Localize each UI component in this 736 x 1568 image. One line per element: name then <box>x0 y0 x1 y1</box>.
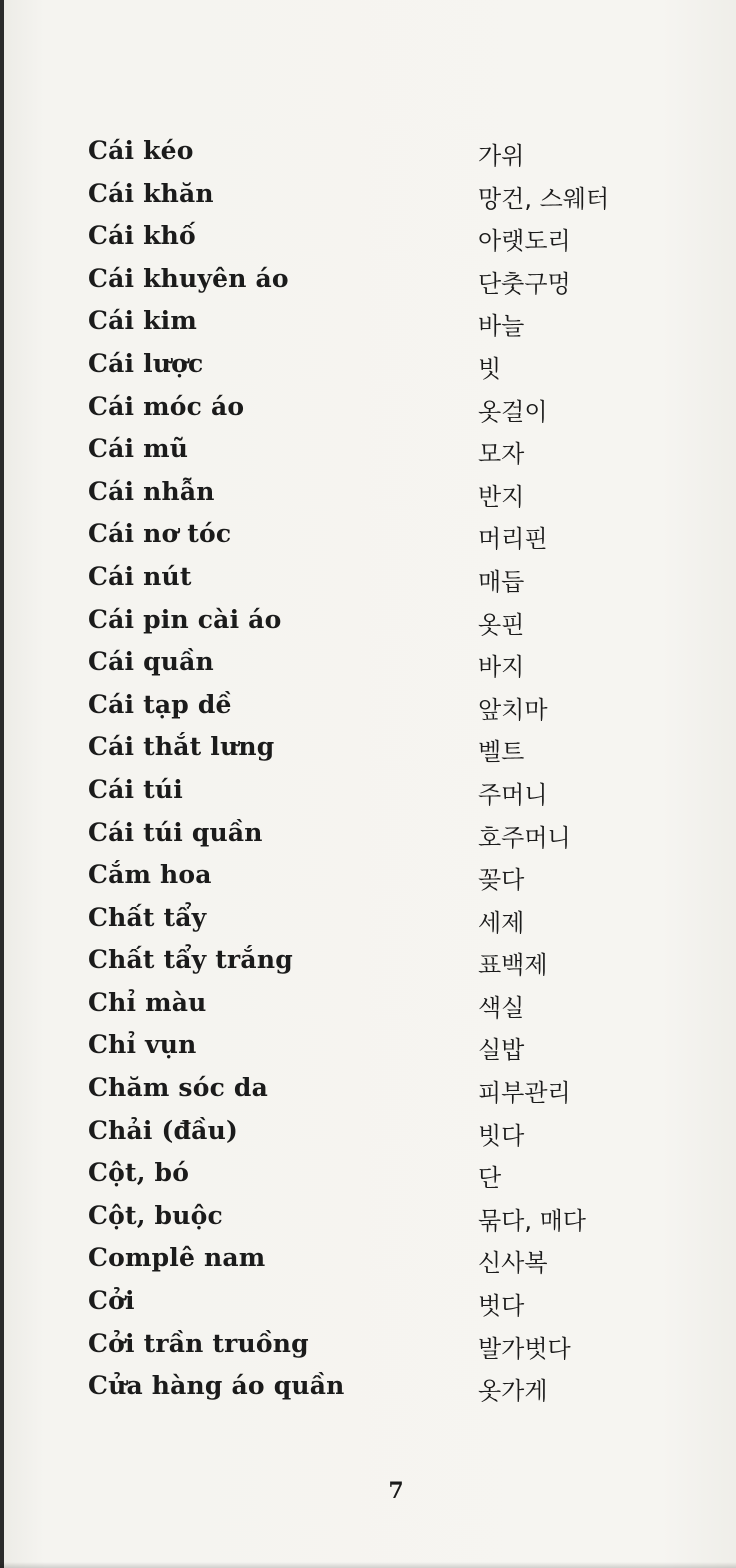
list-item <box>0 1112 736 1155</box>
vietnamese-term: Cái túi quần <box>88 817 263 847</box>
list-item <box>0 1069 736 1112</box>
vietnamese-term: Cái tạp dề <box>88 689 232 719</box>
vietnamese-term: Cái nơ tóc <box>88 519 232 549</box>
korean-term: 단 <box>478 1164 502 1193</box>
vietnamese-term: Chất tẩy <box>88 902 207 932</box>
vietnamese-term: Cởi <box>88 1286 135 1316</box>
korean-term: 가위 <box>478 142 525 170</box>
vietnamese-term: Chăm sóc da <box>88 1073 268 1103</box>
list-item <box>0 856 736 899</box>
korean-term: 피부관리 <box>478 1079 571 1108</box>
list-item <box>0 728 736 771</box>
vietnamese-term: Cái lược <box>88 348 204 378</box>
list-item <box>0 260 736 303</box>
korean-term: 바지 <box>478 653 525 682</box>
list-item <box>0 515 736 558</box>
vietnamese-term: Cái kim <box>88 306 197 336</box>
vietnamese-term: Cái khuyên áo <box>88 263 289 293</box>
korean-term: 신사복 <box>478 1249 548 1278</box>
list-item <box>0 558 736 601</box>
korean-term: 머리핀 <box>478 525 548 554</box>
korean-term: 호주머니 <box>478 823 571 852</box>
list-item <box>0 345 736 388</box>
list-item <box>0 1325 736 1368</box>
list-item <box>0 430 736 473</box>
korean-term: 모자 <box>478 440 525 469</box>
vietnamese-term: Cái khăn <box>88 178 214 208</box>
list-item <box>0 601 736 644</box>
korean-term: 아랫도리 <box>478 227 571 256</box>
vietnamese-term: Cái túi <box>88 774 183 804</box>
vietnamese-term: Chỉ màu <box>88 987 207 1017</box>
list-item <box>0 217 736 260</box>
korean-term: 표백제 <box>478 951 548 980</box>
list-item <box>0 771 736 814</box>
list-item <box>0 1154 736 1197</box>
vietnamese-term: Cái pin cài áo <box>88 604 282 634</box>
vietnamese-term: Complê nam <box>88 1243 266 1273</box>
vietnamese-term: Cái móc áo <box>88 391 245 421</box>
list-item <box>0 1197 736 1240</box>
korean-term: 단춧구멍 <box>478 269 571 298</box>
vietnamese-term: Cái mũ <box>88 434 189 464</box>
list-item <box>0 388 736 431</box>
korean-term: 주머니 <box>478 780 548 809</box>
vietnamese-term: Chất tẩy trắng <box>88 945 293 975</box>
vietnamese-term: Cột, buộc <box>88 1200 223 1230</box>
vietnamese-term: Cái kéo <box>88 136 194 165</box>
korean-term: 꽂다 <box>478 866 525 895</box>
list-item <box>0 814 736 857</box>
korean-term: 색실 <box>478 993 525 1022</box>
korean-term: 빗다 <box>478 1121 525 1150</box>
korean-term: 반지 <box>478 482 525 511</box>
korean-term: 옷가게 <box>478 1377 548 1406</box>
korean-term: 발가벗다 <box>478 1334 571 1363</box>
vietnamese-term: Cái khố <box>88 221 196 251</box>
korean-term: 옷핀 <box>478 610 525 639</box>
vietnamese-term: Cửa hàng áo quần <box>88 1371 345 1401</box>
list-item <box>0 473 736 516</box>
list-item <box>0 132 736 175</box>
vietnamese-term: Cái thắt lưng <box>88 732 275 762</box>
vietnamese-term: Chải (đầu) <box>88 1115 238 1145</box>
korean-term: 세제 <box>478 908 525 937</box>
vietnamese-term: Cột, bó <box>88 1158 190 1188</box>
vietnamese-term: Cái quần <box>88 647 214 677</box>
list-item <box>0 984 736 1027</box>
list-item <box>0 1026 736 1069</box>
list-item <box>0 899 736 942</box>
korean-term: 벨트 <box>478 738 525 767</box>
vietnamese-term: Cái nhẫn <box>88 476 215 506</box>
list-item <box>0 941 736 984</box>
korean-term: 바늘 <box>478 312 525 341</box>
korean-term: 실밥 <box>478 1036 525 1065</box>
vietnamese-term: Chỉ vụn <box>88 1030 197 1060</box>
vietnamese-term: Cắm hoa <box>88 860 212 890</box>
korean-term: 망건, 스웨터 <box>478 184 610 213</box>
korean-term: 앞치마 <box>478 695 548 724</box>
vietnamese-term: Cởi trần truồng <box>88 1328 309 1358</box>
list-item <box>0 686 736 729</box>
vocabulary-list <box>0 132 736 1410</box>
vietnamese-term: Cái nút <box>88 561 192 591</box>
list-item <box>0 1367 736 1410</box>
list-item <box>0 302 736 345</box>
korean-term: 옷걸이 <box>478 397 548 426</box>
korean-term: 묶다, 매다 <box>478 1206 586 1235</box>
korean-term: 벗다 <box>478 1292 525 1321</box>
list-item <box>0 643 736 686</box>
page-number: 7 <box>388 1478 404 1504</box>
list-item <box>0 1282 736 1325</box>
korean-term: 빗 <box>478 354 502 383</box>
list-item <box>0 1239 736 1282</box>
list-item <box>0 175 736 218</box>
korean-term: 매듭 <box>478 567 525 596</box>
